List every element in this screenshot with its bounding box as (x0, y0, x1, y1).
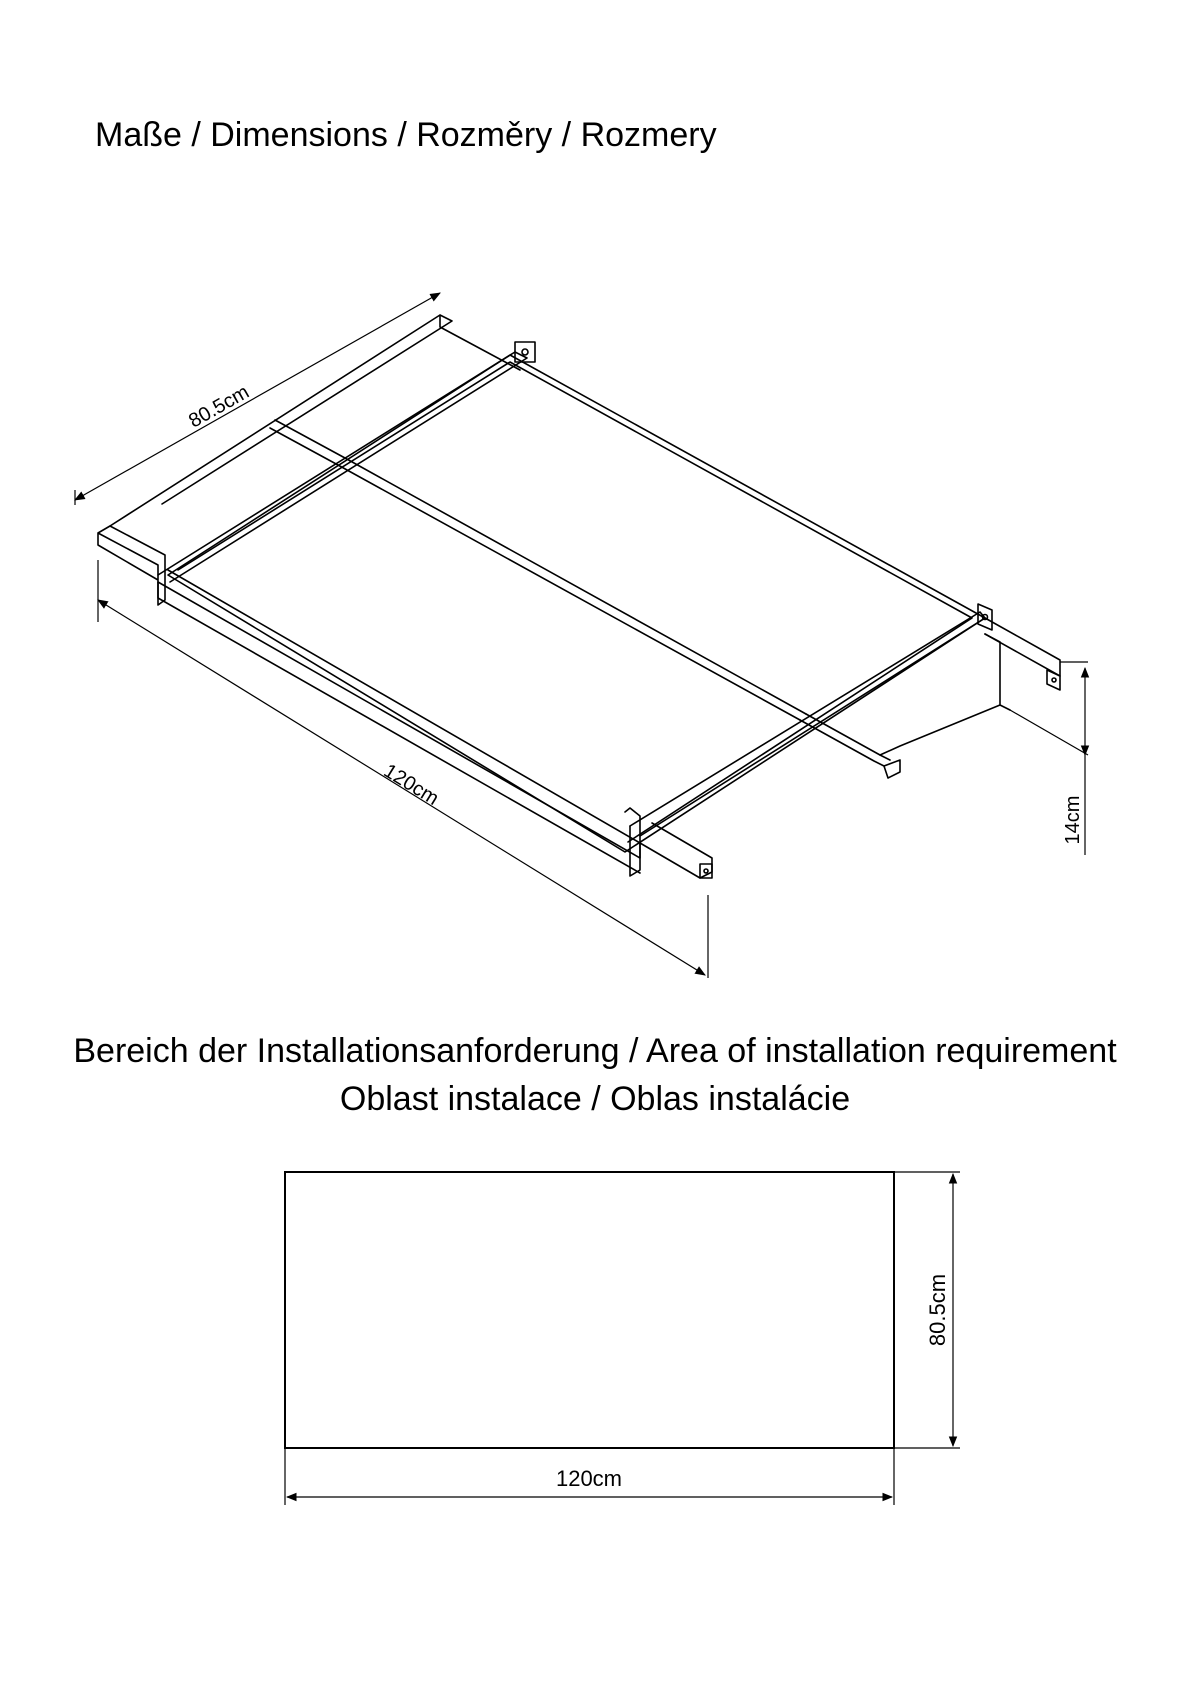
right-rear-screw (1052, 678, 1056, 682)
installation-depth-label: 80.5cm (925, 1273, 950, 1347)
right-end-block (640, 823, 712, 878)
right-cross-piece-end (884, 760, 900, 778)
canopy-glass-panel (168, 355, 985, 852)
installation-width-dimension (285, 1448, 894, 1505)
canopy-glass-panel-inner (178, 362, 972, 842)
installation-title-line1: Bereich der Installationsanforderung / Area of installation requirement (73, 1032, 1117, 1070)
width-label: 120cm (379, 759, 443, 810)
height-label: 14cm (1062, 795, 1084, 845)
depth-label: 80.5cm (185, 381, 254, 433)
right-rear-rail (985, 618, 1060, 676)
left-bracket-screw (522, 349, 528, 355)
canopy-center-bar-extension (270, 420, 345, 465)
depth-dimension (75, 293, 440, 505)
right-end-block-face (700, 864, 712, 878)
right-rear-end (1047, 670, 1060, 690)
page-title: Maße / Dimensions / Rozměry / Rozmery (95, 116, 717, 154)
right-cross-piece (880, 705, 1000, 755)
canopy-front-bar-shadow (158, 582, 640, 873)
installation-depth-dimension (894, 1172, 960, 1448)
left-top-rail-lower (440, 315, 520, 370)
installation-width-label: 120cm (555, 1466, 623, 1491)
left-top-rail (110, 315, 452, 526)
installation-area-rect (285, 1172, 894, 1448)
right-end-screw (704, 869, 708, 873)
canopy-center-bar (338, 458, 806, 720)
installation-title-line2: Oblast instalace / Oblas instalácie (339, 1080, 851, 1118)
left-rear-bracket (98, 526, 165, 605)
